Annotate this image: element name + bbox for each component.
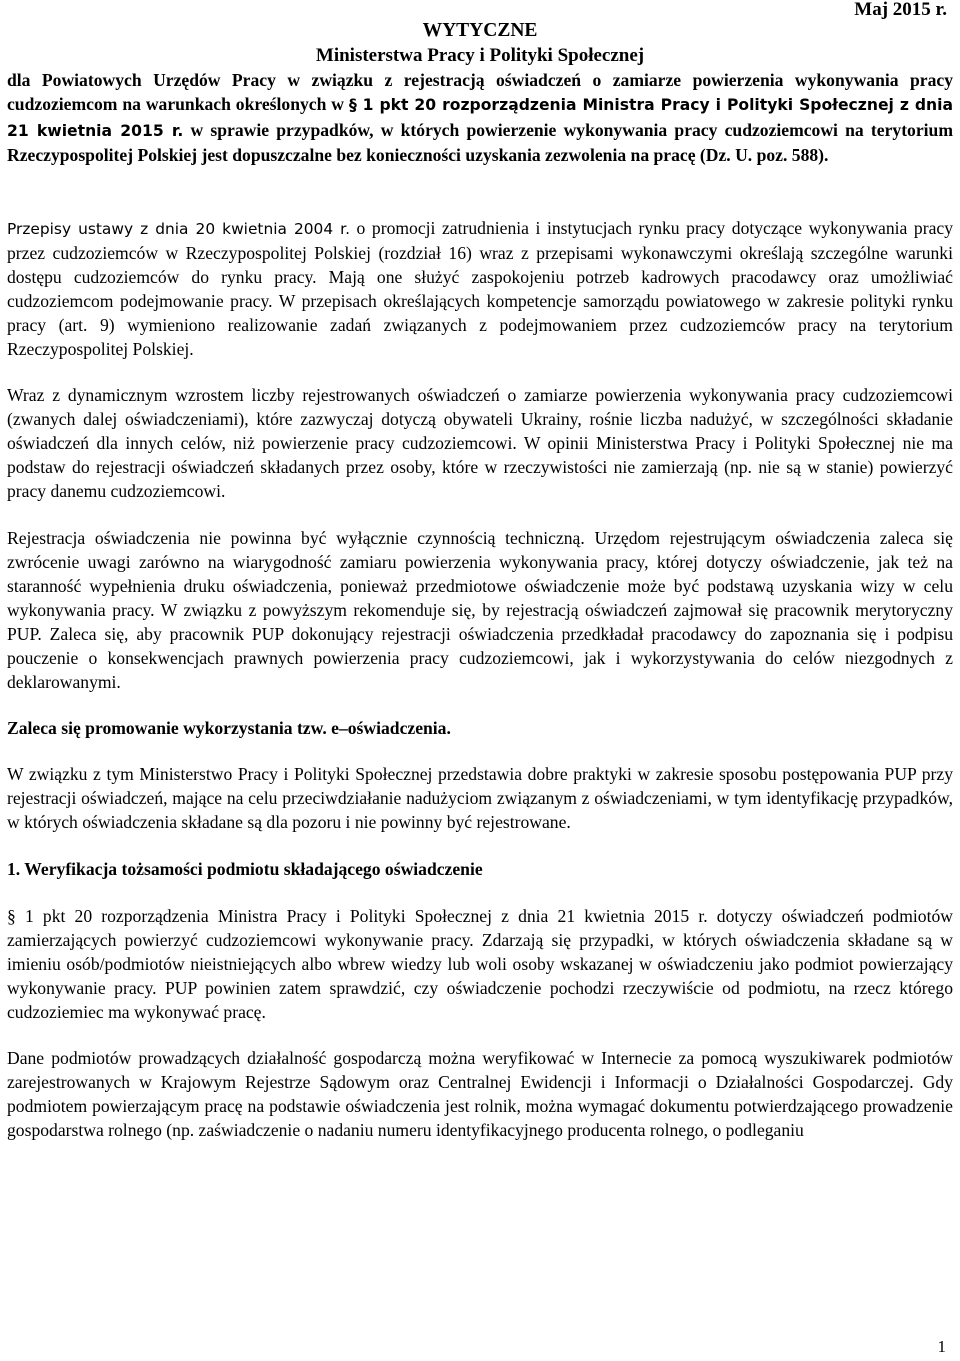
paragraph-registration: Rejestracja oświadczenia nie powinna być wyłącznie czynnością techniczną. Urzędom rejestrującym oświadczenia zaleca się zwrócenie uwagi zarówno na wiarygodność zamiaru powierzenia wykonywania pracy, której dotyczy oświadczenie, jak też na staranność wypełnienia druku oświadczenia, ponieważ przedmiotowe oświadczenie może być podstawą uzyskania wizy w celu wykonywania pracy. W związku z powyższym rekomenduje się, by rejestracją oświadczeń zajmował się pracownik merytoryczny PUP. Zaleca się, aby pracownik PUP dokonujący rejestracji oświadczenia przedkładał pracodawcy do zapoznania się i podpisu pouczenie o konsekwencjach prawnych powierzenia pracy cudzoziemcowi, jak i wykorzystywania do celów niezgodnych z deklarowanymi. [7, 528, 953, 693]
intro-regulation-reference: § 1 pkt 20 rozporządzenia Ministra Pracy i Polityki Społecznej z dnia 21 kwietnia 2015 r. [7, 96, 953, 140]
document-date: Maj 2015 r. [854, 0, 947, 20]
intro-paragraph [7, 68, 953, 167]
intro-text-1: dla Powiatowych Urzędów Pracy w związku z rejestracją oświadczeń o zamiarze powierzenia wykonywania pracy cudzoziemcom na warunkach określonych w [7, 70, 953, 115]
document-subtitle: Ministerstwa Pracy i Polityki Społecznej [315, 45, 645, 66]
document-title: WYTYCZNE [422, 20, 538, 41]
paragraph-abuse: Wraz z dynamicznym wzrostem liczby rejestrowanych oświadczeń o zamiarze powierzenia wykonywania pracy cudzoziemcowi (zwanych dalej oświadczeniami), które zazwyczaj dotyczą obywateli Ukrainy, rośnie liczba nadużyć, w szczególności składanie oświadczeń dla innych celów, niż powierzenie pracy cudzoziemcowi. W opinii Ministerstwa Pracy i Polityki Społecznej nie ma podstaw do rejestracji oświadczeń składanych przez osoby, które w rzeczywistości nie zamierzają (np. nie są w stanie) powierzyć pracy danemu cudzoziemcowi. [7, 385, 953, 502]
paragraph-identity: § 1 pkt 20 rozporządzenia Ministra Pracy i Polityki Społecznej z dnia 21 kwietnia 2015 r. dotyczy oświadczeń podmiotów zamierzających powierzyć cudzoziemcowi wykonywanie pracy. Zdarzają się przypadki, w których oświadczenia składane są w imieniu osób/podmiotów nieistniejących albo wbrew wiedzy lub woli osoby wskazanej w oświadczeniu jako podmiot powierzający wykonywanie pracy. PUP powinien zatem sprawdzić, czy oświadczenie pochodzi rzeczywiście od podmiotu, na rzecz którego cudzoziemiec ma wykonywać pracę. [7, 906, 953, 1023]
paragraph-good-practices: W związku z tym Ministerstwo Pracy i Polityki Społecznej przedstawia dobre praktyki w zakresie sposobu postępowania PUP przy rejestracji oświadczeń, mające na celu przeciwdziałanie nadużyciom związanym z oświadczeniami, w tym identyfikację przypadków, w których oświadczenia składane są dla pozoru i nie powinny być rejestrowane. [7, 764, 953, 833]
paragraph-e-declaration: Zaleca się promowanie wykorzystania tzw. e–oświadczenia. [7, 718, 451, 739]
document-page [7, 0, 953, 1142]
intro-text-3: w sprawie przypadków, w których powierzenie wykonywania pracy cudzoziemcowi na terytorium Rzeczypospolitej Polskiej jest dopuszczalne bez konieczności uzyskania zezwolenia na pracę (Dz. U. poz. 588). [7, 119, 953, 165]
section-heading-1: 1. Weryfikacja tożsamości podmiotu składającego oświadczenie [7, 859, 483, 880]
paragraph-statute [7, 216, 953, 361]
paragraph-business-data: Dane podmiotów prowadzących działalność gospodarczą można weryfikować w Internecie za pomocą wyszukiwarek podmiotów zarejestrowanych w Krajowym Rejestrze Sądowym oraz Centralnej Ewidencji i Informacji o Działalności Gospodarczej. Gdy podmiotem powierzającym pracę na podstawie oświadczenia jest rolnik, można wymagać dokumentu potwierdzającego prowadzenie gospodarstwa rolnego (np. zaświadczenie o nadaniu numeru identyfikacyjnego producenta rolnego, o podleganiu [7, 1048, 953, 1141]
page-number: 1 [937, 1337, 946, 1356]
statute-text: o promocji zatrudnienia i instytucjach rynku pracy dotyczące wykonywania pracy przez cudzoziemców w Rzeczypospolitej Polskiej (rozdział 16) wraz z przepisami wykonawczymi określają szczególne warunki dostępu cudzoziemców do rynku pracy. Mają one służyć zaspokojeniu potrzeb kadrowych pracodawcy oraz umożliwiać cudzoziemcom podejmowanie pracy. W przepisach określających kompetencje samorządu powiatowego w zakresie polityki rynku pracy (art. 9) wymieniono realizowanie zadań związanych z podejmowaniem przez cudzoziemców pracy na terytorium Rzeczypospolitej Polskiej. [7, 218, 953, 360]
statute-reference: Przepisy ustawy z dnia 20 kwietnia 2004 r. [7, 220, 350, 239]
